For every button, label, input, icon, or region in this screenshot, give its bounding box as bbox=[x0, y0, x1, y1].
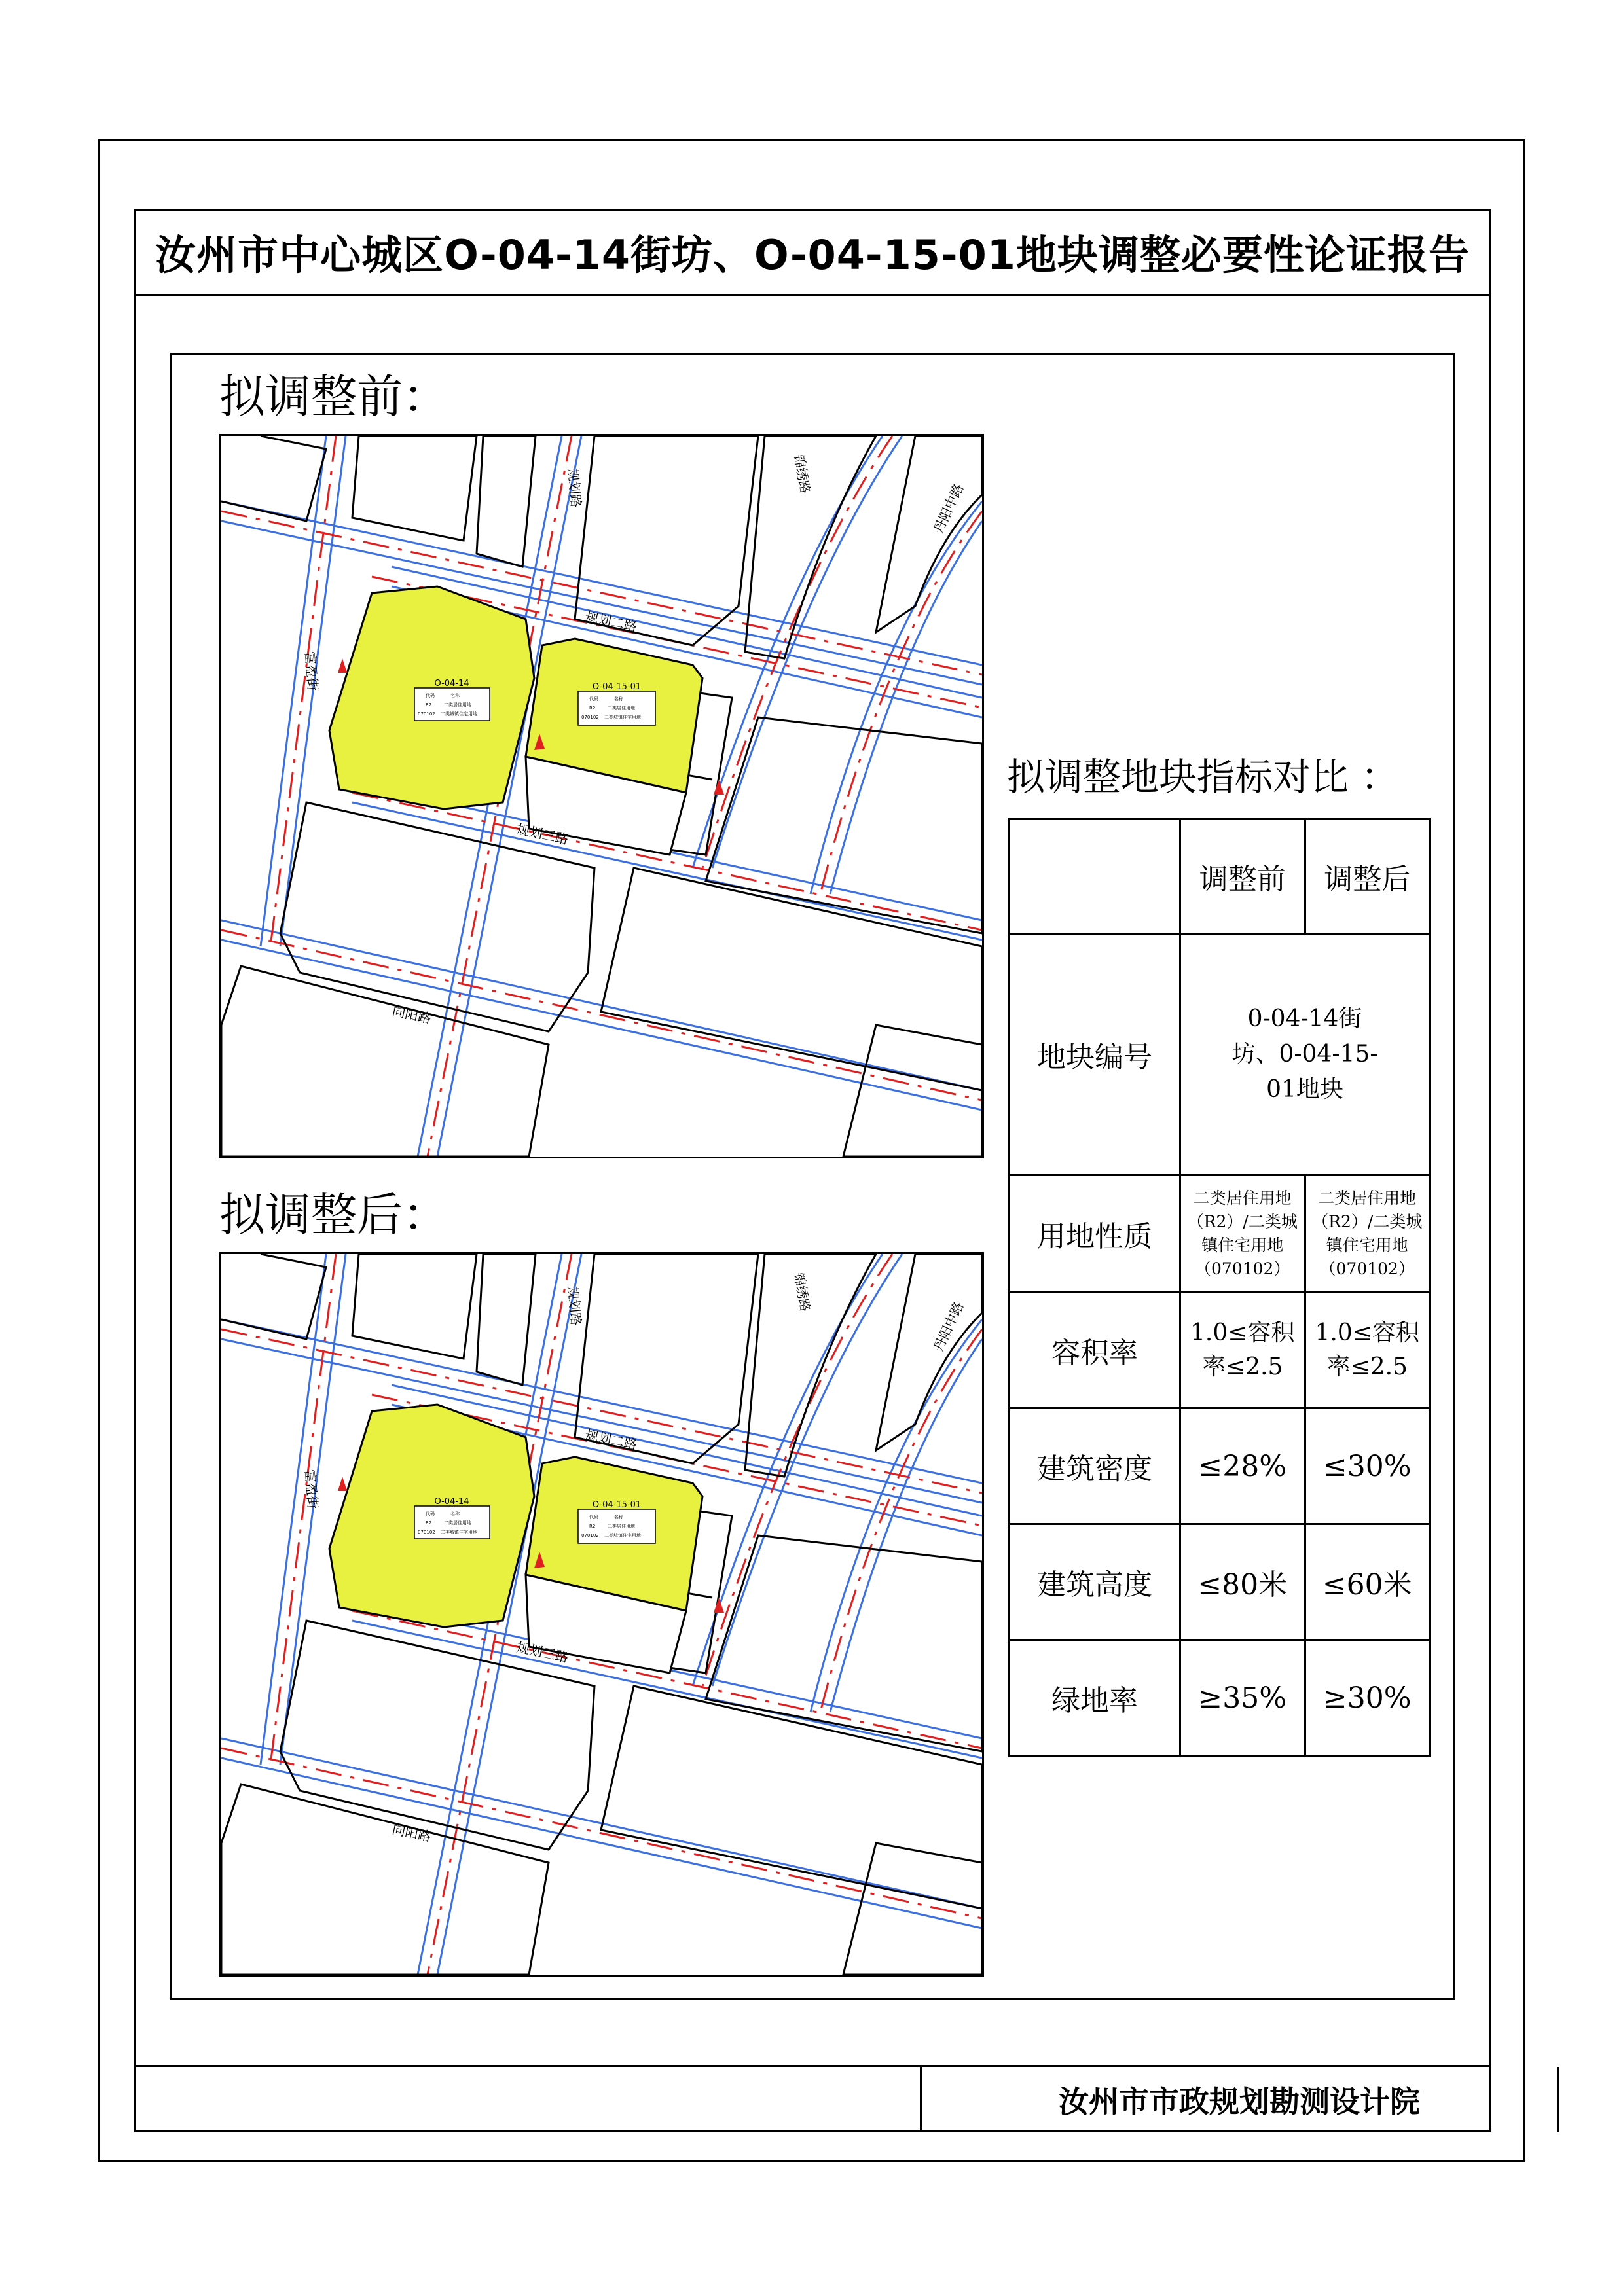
parcel-code2: 070102 bbox=[581, 715, 599, 720]
parcel-name-header: 名称 bbox=[614, 1515, 623, 1520]
street-label: 规划三路 bbox=[515, 1639, 570, 1666]
street-label: 锦绣路 bbox=[791, 453, 814, 495]
parcel-no-text: 0-04-14街坊、0-04-15-01地块 bbox=[1231, 1005, 1378, 1103]
row-label: 建筑高度 bbox=[1010, 1524, 1180, 1640]
density-before: ≤28% bbox=[1180, 1408, 1305, 1524]
land-use-before: 二类居住用地（R2）/二类城镇住宅用地（070102） bbox=[1180, 1175, 1305, 1293]
after-label: 拟调整后： bbox=[219, 1188, 448, 1242]
parcel-id-label: O-04-15-01 bbox=[592, 682, 642, 692]
parcel-id-label: O-04-14 bbox=[434, 679, 469, 689]
header-empty-cell bbox=[1010, 819, 1180, 934]
table-row-green bbox=[1010, 1640, 1430, 1756]
street-label: 向阳路 bbox=[390, 1003, 433, 1027]
table-row-land-use bbox=[1010, 1175, 1430, 1293]
parcel-code-header: 代码 bbox=[589, 1515, 598, 1520]
parcel-code2: 070102 bbox=[418, 711, 435, 717]
street-label: 锦绣路 bbox=[791, 1271, 814, 1313]
before-map-canvas bbox=[221, 436, 982, 1157]
street-label: 丹阳中路 bbox=[930, 1299, 967, 1354]
header-before: 调整前 bbox=[1180, 819, 1305, 934]
parcel-code-header: 代码 bbox=[589, 696, 598, 702]
parcel-no-value bbox=[1180, 934, 1430, 1175]
parcel-name2: 二类城镇住宅用地 bbox=[441, 1530, 477, 1535]
street-label: 丹阳中路 bbox=[930, 481, 967, 536]
parcel-name2: 二类城镇住宅用地 bbox=[441, 711, 477, 717]
height-after: ≤60米 bbox=[1305, 1524, 1430, 1640]
street-label: 富盈街 bbox=[302, 651, 321, 692]
parcel-code: R2 bbox=[589, 706, 596, 711]
parcel-name2: 二类城镇住宅用地 bbox=[604, 1533, 641, 1538]
row-label: 建筑密度 bbox=[1010, 1408, 1180, 1524]
row-label: 地块编号 bbox=[1010, 934, 1180, 1175]
parcel-o-04-15-01 bbox=[526, 639, 702, 855]
footer bbox=[134, 2065, 1491, 2132]
parcel-name: 二类居住用地 bbox=[444, 1520, 471, 1526]
row-label: 绿地率 bbox=[1010, 1640, 1180, 1756]
parcel-name: 二类居住用地 bbox=[608, 706, 635, 711]
parcel-code: R2 bbox=[426, 1520, 432, 1526]
street-label: 向阳路 bbox=[390, 1821, 433, 1845]
parcel-name: 二类居住用地 bbox=[608, 1524, 635, 1529]
far-before: 1.0≤容积率≤2.5 bbox=[1180, 1293, 1305, 1408]
street-label: 富盈街 bbox=[302, 1469, 321, 1510]
parcel-o-04-14 bbox=[329, 586, 534, 809]
street-label: 规划二路 bbox=[583, 608, 639, 635]
height-before: ≤80米 bbox=[1180, 1524, 1305, 1640]
parcel-code-header: 代码 bbox=[426, 693, 435, 698]
street-label: 规划三路 bbox=[515, 821, 570, 848]
row-label: 用地性质 bbox=[1010, 1175, 1180, 1293]
parcel-name-header: 名称 bbox=[450, 1511, 460, 1516]
table-row-density bbox=[1010, 1408, 1430, 1524]
before-label: 拟调整前： bbox=[219, 370, 448, 423]
parcel-name: 二类居住用地 bbox=[444, 702, 471, 708]
header-after: 调整后 bbox=[1305, 819, 1430, 934]
after-map-canvas bbox=[221, 1254, 982, 1975]
street-label: 规划路 bbox=[565, 1285, 585, 1327]
parcel-id-label: O-04-15-01 bbox=[592, 1500, 642, 1510]
after-map bbox=[219, 1252, 984, 1977]
institute-name: 汝州市市政规划勘测设计院 bbox=[920, 2067, 1559, 2132]
green-before: ≥35% bbox=[1180, 1640, 1305, 1756]
comparison-table bbox=[1008, 818, 1431, 1757]
green-after: ≥30% bbox=[1305, 1640, 1430, 1756]
table-header-row bbox=[1010, 819, 1430, 934]
parcel-name-header: 名称 bbox=[450, 693, 460, 698]
report-title: 汝州市中心城区O-04-14街坊、O-04-15-01地块调整必要性论证报告 bbox=[134, 209, 1491, 296]
density-after: ≤30% bbox=[1305, 1408, 1430, 1524]
parcel-code-header: 代码 bbox=[426, 1511, 435, 1516]
land-use-after: 二类居住用地（R2）/二类城镇住宅用地（070102） bbox=[1305, 1175, 1430, 1293]
comparison-title: 拟调整地块指标对比 ： bbox=[1007, 755, 1399, 799]
far-after: 1.0≤容积率≤2.5 bbox=[1305, 1293, 1430, 1408]
parcel-name2: 二类城镇住宅用地 bbox=[604, 715, 641, 720]
parcel-o-04-15-01 bbox=[526, 1457, 702, 1673]
table-row-far bbox=[1010, 1293, 1430, 1408]
parcel-o-04-14 bbox=[329, 1405, 534, 1627]
parcel-code2: 070102 bbox=[581, 1533, 599, 1538]
before-map bbox=[219, 434, 984, 1158]
street-label: 规划二路 bbox=[583, 1426, 639, 1453]
table-row-height bbox=[1010, 1524, 1430, 1640]
street-label: 规划路 bbox=[565, 467, 585, 509]
parcel-id-label: O-04-14 bbox=[434, 1497, 469, 1507]
row-label: 容积率 bbox=[1010, 1293, 1180, 1408]
parcel-code: R2 bbox=[589, 1524, 596, 1529]
parcel-code2: 070102 bbox=[418, 1530, 435, 1535]
parcel-code: R2 bbox=[426, 702, 432, 708]
table-row-parcel-no bbox=[1010, 934, 1430, 1175]
parcel-name-header: 名称 bbox=[614, 696, 623, 702]
